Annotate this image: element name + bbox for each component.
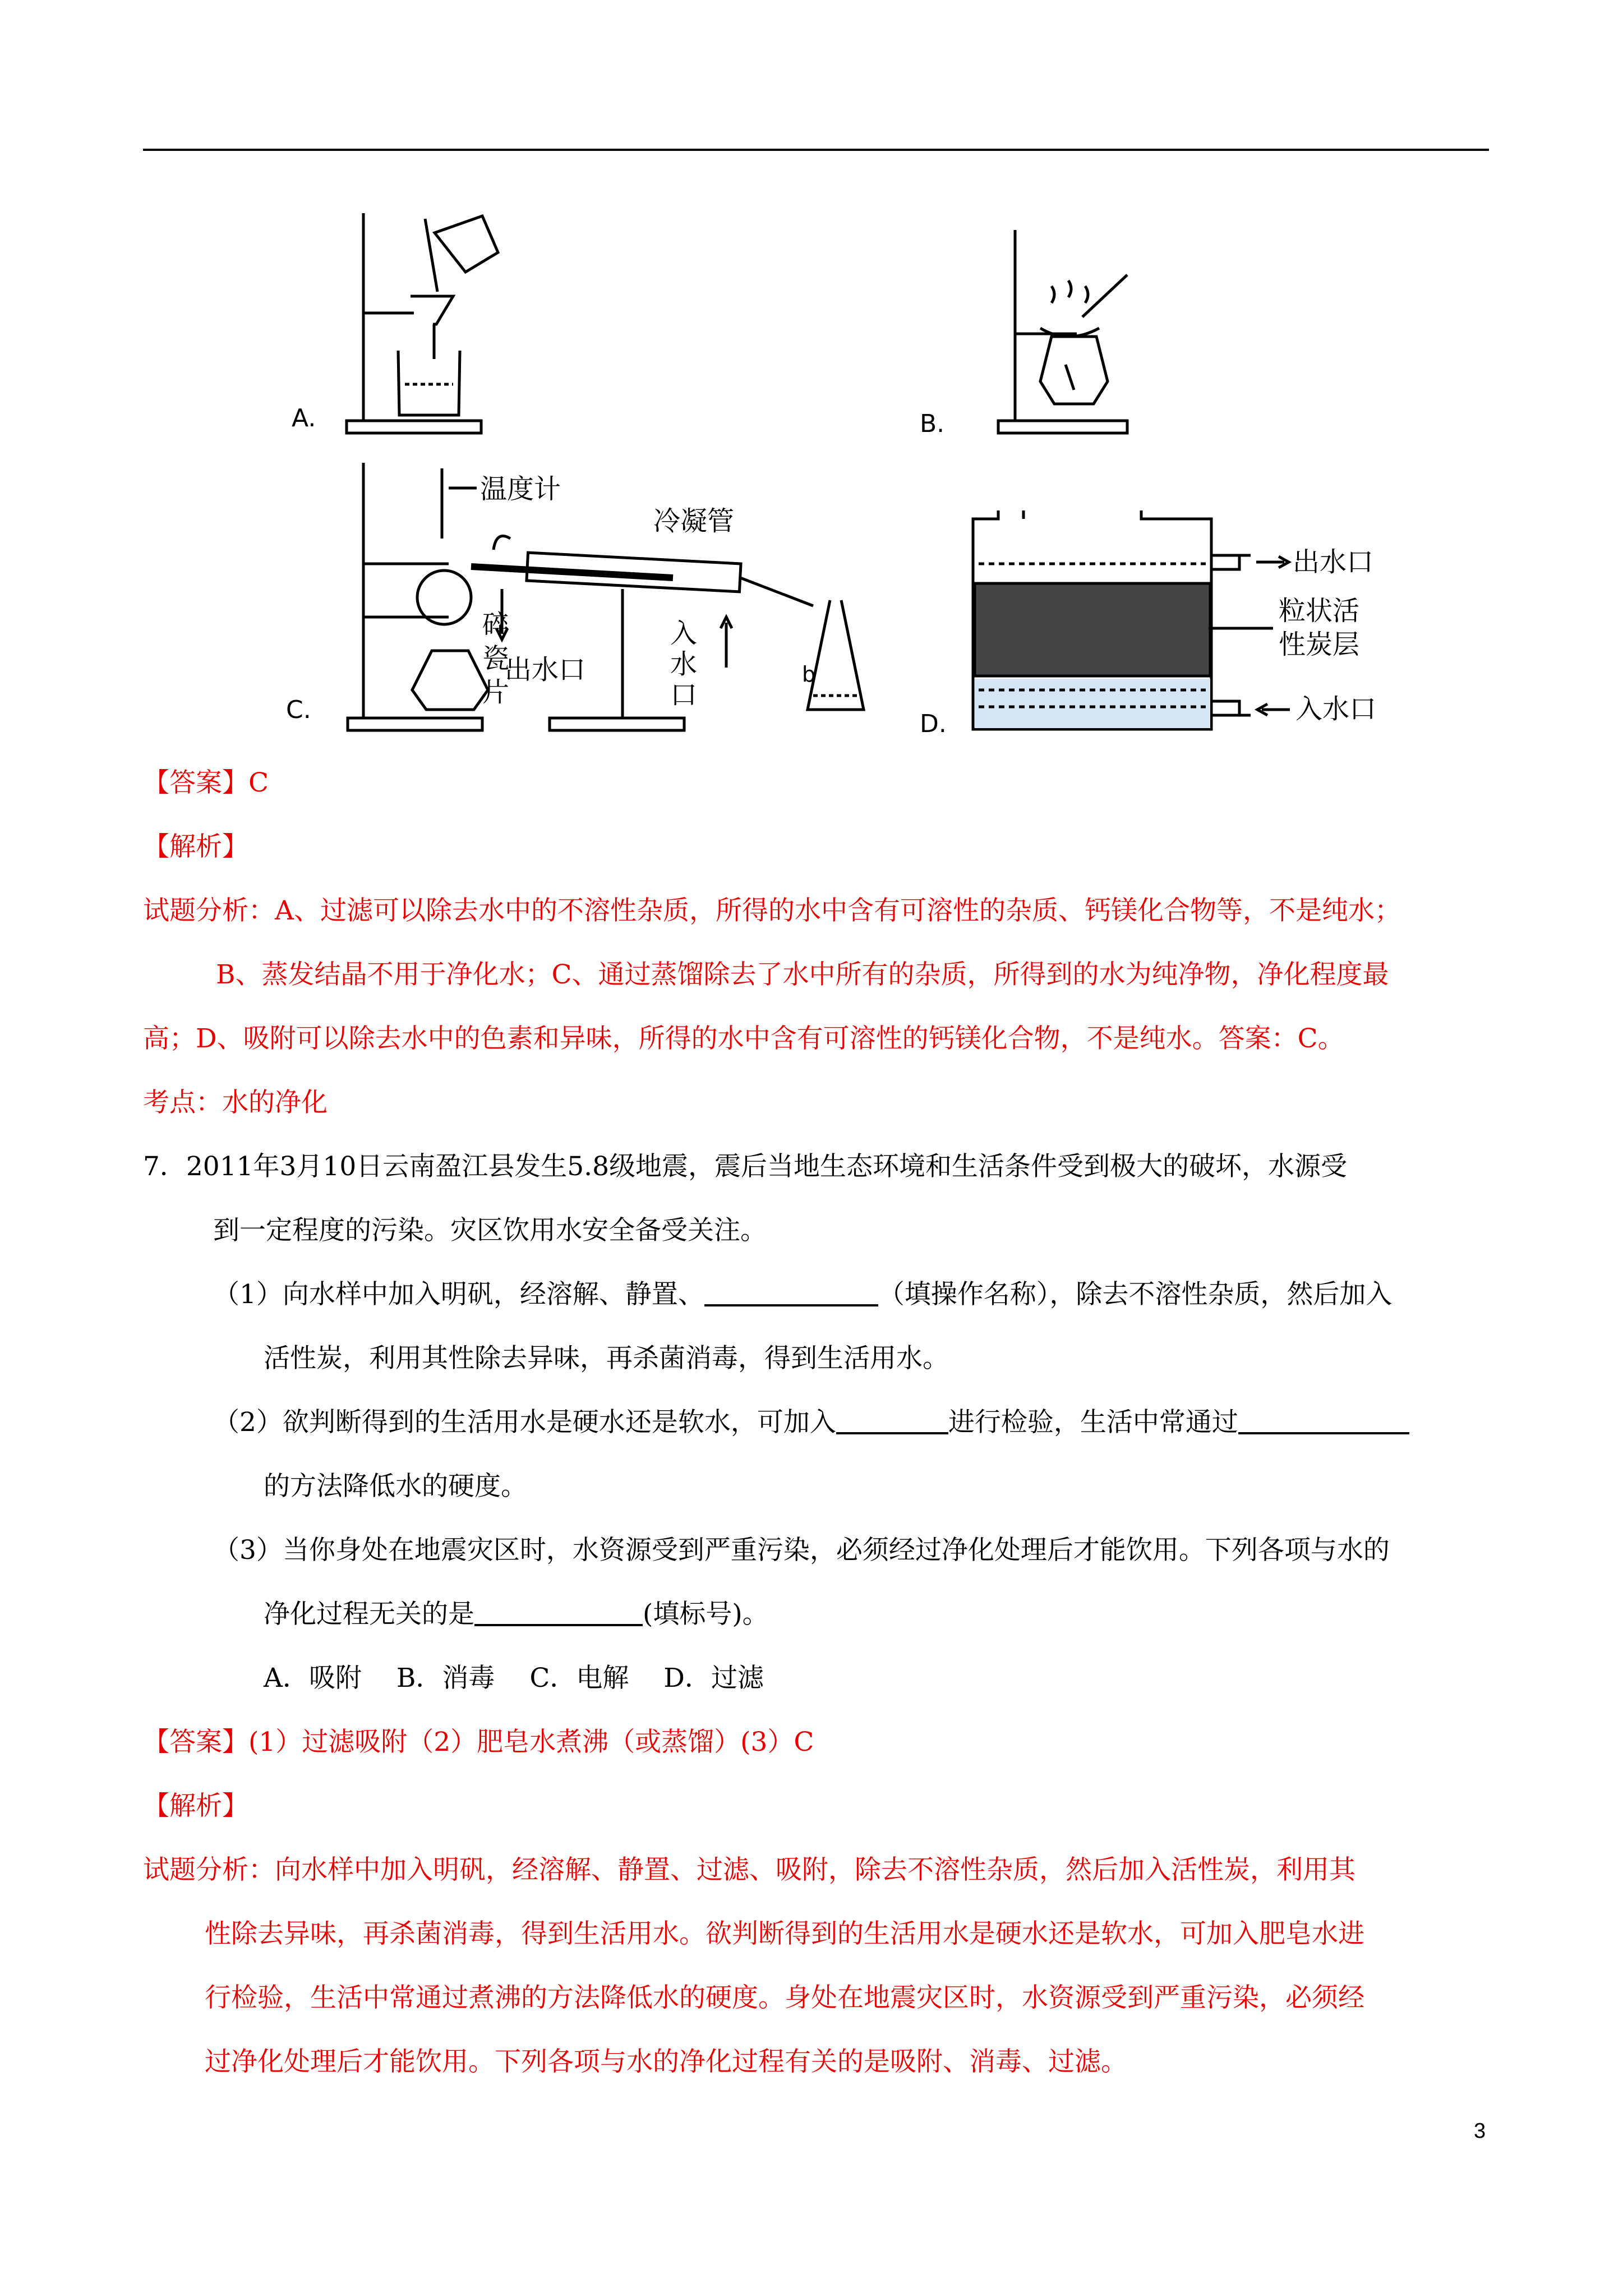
- q7-part-1: （1）向水样中加入明矾，经溶解、静置、 （填操作名称），除去不溶性杂质，然后加入: [213, 1279, 1393, 1310]
- q7-part-2-cont: 的方法降低水的硬度。: [264, 1471, 527, 1502]
- q7-analysis-line-4: 过净化处理后才能饮用。下列各项与水的净化过程有关的是吸附、消毒、过滤。: [205, 2046, 1127, 2077]
- condenser-label: 冷凝管: [653, 505, 735, 537]
- figure-a-filtration: [280, 208, 505, 438]
- blank-1[interactable]: [704, 1278, 878, 1306]
- q7-analysis-line-1: 试题分析：向水样中加入明矾，经溶解、静置、过滤、吸附，除去不溶性杂质，然后加入活性炭，利用其: [143, 1855, 1355, 1885]
- inlet-char-2: 水: [670, 648, 698, 680]
- q7-stem-line-1: 7．2011年3月10日云南盈江县发生5.8级地震，震后当地生态环境和生活条件受到极大的破坏，水源受: [143, 1151, 1347, 1182]
- thermometer-label: 温度计: [480, 473, 561, 505]
- q6-analysis-line-2: B、蒸发结晶不用于净化水；C、通过蒸馏除去了水中所有的杂质，所得到的水为纯净物，净化程度最: [216, 959, 1389, 990]
- q7-stem-line-2: 到一定程度的污染。灾区饮用水安全备受关注。: [213, 1215, 767, 1246]
- flask-b-label: b: [802, 662, 816, 687]
- q7-answer: 【答案】(1）过滤吸附（2）肥皂水煮沸（或蒸馏）(3）C: [143, 1727, 814, 1757]
- header-rule: [143, 149, 1489, 151]
- figure-c-distillation: [280, 454, 953, 746]
- blank-2[interactable]: [836, 1406, 948, 1434]
- figure-b-evaporation: [914, 219, 1150, 438]
- inlet-label-d: 入水口: [1295, 693, 1377, 725]
- blank-4[interactable]: [474, 1598, 643, 1626]
- q7-part-2: （2）欲判断得到的生活用水是硬水还是软水，可加入 进行检验，生活中常通过: [213, 1406, 1409, 1439]
- q7-part-1-cont: 活性炭，利用其性除去异味，再杀菌消毒，得到生活用水。: [264, 1343, 949, 1374]
- q6-topic: 考点：水的净化: [143, 1087, 328, 1118]
- q6-analysis-line-3: 高；D、吸附可以除去水中的色素和异味，所得的水中含有可溶性的钙镁化合物，不是纯水。答案：C。: [143, 1023, 1344, 1054]
- q7-part-3: （3）当你身处在地震灾区时，水资源受到严重污染，必须经过净化处理后才能饮用。下列各项与水的: [213, 1535, 1390, 1566]
- figure-a-label: A.: [292, 404, 316, 432]
- outlet-label-c: 出水口: [505, 654, 586, 685]
- page-number: 3: [1474, 2119, 1486, 2143]
- inlet-char-3: 口: [670, 679, 698, 711]
- carbon-label-1: 粒状活: [1279, 595, 1360, 627]
- figure-b-label: B.: [920, 409, 945, 438]
- q7-analysis-line-2: 性除去异味，再杀菌消毒，得到生活用水。欲判断得到的生活用水是硬水还是软水，可加入肥皂水进: [205, 1918, 1364, 1949]
- q7-analysis-tag: 【解析】: [143, 1791, 248, 1821]
- q6-analysis-tag: 【解析】: [143, 831, 248, 862]
- inlet-char-1: 入: [670, 618, 698, 649]
- chips-char-3: 片: [482, 677, 510, 708]
- figure-d-adsorption: [914, 499, 1408, 746]
- q7-options: A．吸附 B．消毒 C．电解 D．过滤: [264, 1663, 764, 1694]
- carbon-label-2: 性炭层: [1279, 629, 1360, 660]
- q6-analysis-line-1: 试题分析：A、过滤可以除去水中的不溶性杂质，所得的水中含有可溶性的杂质、钙镁化合物等，不是纯水；: [143, 895, 1401, 926]
- outlet-label-d: 出水口: [1293, 546, 1374, 578]
- q7-part-3-cont: 净化过程无关的是 (填标号)。: [264, 1599, 769, 1630]
- figure-c-label: C.: [286, 696, 311, 724]
- blank-3[interactable]: [1238, 1406, 1409, 1434]
- q7-analysis-line-3: 行检验，生活中常通过煮沸的方法降低水的硬度。身处在地震灾区时，水资源受到严重污染，必须经: [205, 1982, 1364, 2013]
- figure-d-label: D.: [920, 710, 947, 738]
- q6-answer: 【答案】C: [143, 767, 269, 798]
- chips-char-2: 瓷: [482, 643, 510, 674]
- chips-char-1: 碎: [482, 609, 510, 641]
